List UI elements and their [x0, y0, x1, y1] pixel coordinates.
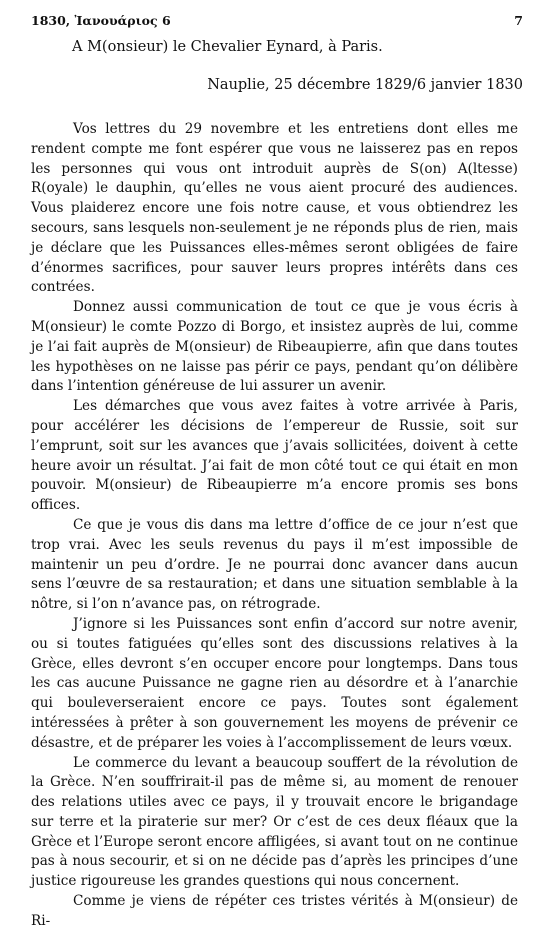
paragraph: Ce que je vous dis dans ma lettre d’office de ce jour n’est que trop vrai. Avec les seuls revenus du pays il m’est impossible de maintenir un peu d’ordre. Je ne pourrai donc avancer dans aucun sens l’œuvre de sa restauration; et dans une situation semblable à la nôtre, si l’on n’avance pas, on rétrograde.	[31, 516, 518, 613]
paragraph: Donnez aussi communication de tout ce que je vous écris à M(onsieur) le comte Pozzo di Borgo, et insistez auprès de lui, comme je l’ai fait auprès de M(onsieur) de Ribeaupierre, afin que dans toutes les hypothèses on ne laisse pas périr ce pays, pendant qu’on délibère dans l’intention généreuse de lui assurer un avenir.	[31, 299, 518, 395]
letter-addressee: A M(onsieur) le Chevalier Eynard, à Paris.	[72, 39, 383, 55]
letter-dateline: Nauplie, 25 décembre 1829/6 janvier 1830	[207, 77, 523, 93]
letter-body	[31, 120, 518, 932]
paragraph: J’ignore si les Puissances sont enfin d’accord sur notre avenir, ou si toutes fatiguées qu’elles sont des discussions relatives à la Grèce, elles devront s’en occuper encore pour longtemps. Dans tous les cas aucune Puissance ne gagne rien au désordre et à l’anarchie qui bouleverseraient encore ce pays. Toutes sont également intéressées à prêter à son gouvernement les moyens de prévenir ce désastre, et de préparer les voies à l’accomplissement de leurs vœux.	[31, 615, 518, 751]
running-title: 1830, Ἰανουάριος 6	[31, 13, 171, 28]
paragraph: Vos lettres du 29 novembre et les entretiens dont elles me rendent compte me font espérer que vous ne laisserez pas en repos les personnes qui vous ont introduit auprès de S(on) A(ltesse) R(oyale) le dauphin, qu’elles ne vous aient procuré des audiences. Vous plaiderez encore une fois notre cause, et vous obtiendrez les secours, sans lesquels non-seulement je ne réponds plus de rien, mais je déclare que les Puissances elles-mêmes seront obligées de faire d’énormes sacrifices, pour sauver leurs propres intérêts dans ces contrées.	[31, 121, 518, 296]
page-number: 7	[514, 13, 523, 28]
running-header	[31, 13, 523, 31]
paragraph: Le commerce du levant a beaucoup souffert de la révolution de la Grèce. N’en souffrirait-il pas de même si, au moment de renouer des relations utiles avec ce pays, il y trouvait encore le brigandage sur terre et la piraterie sur mer? Or c’est de ces deux fléaux que la Grèce et l’Europe seront encore affligées, si avant tout on ne continue pas à nous secourir, et si on ne décide pas d’après les principes d’une justice rigoureuse les grandes questions qui nous concernent.	[31, 754, 518, 890]
paragraph: Les démarches que vous avez faites à votre arrivée à Paris, pour accélérer les décisions de l’empereur de Russie, soit sur l’emprunt, soit sur les avances que j’avais sollicitées, doivent à cette heure avoir un résultat. J’ai fait de mon côté tout ce qui était en mon pouvoir. M(onsieur) de Ribeaupierre m’a encore promis ses bons offices.	[31, 398, 518, 514]
paragraph: Comme je viens de répéter ces tristes vérités à M(onsieur) de Ri-	[31, 893, 518, 929]
